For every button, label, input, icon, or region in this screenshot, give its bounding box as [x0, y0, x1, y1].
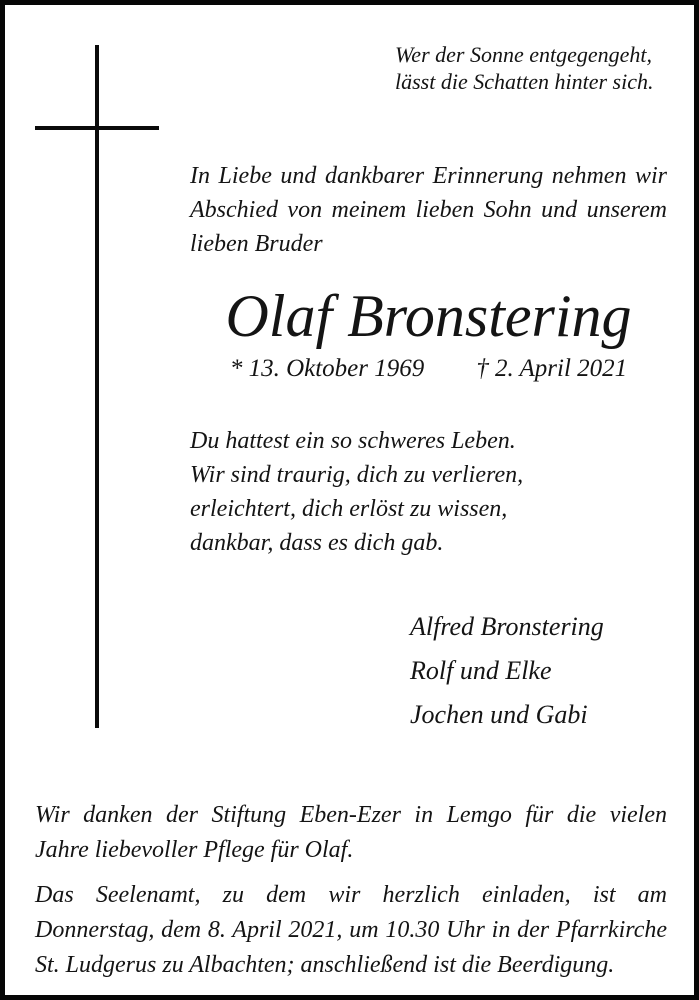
- mourner-1: Alfred Bronstering: [410, 612, 604, 641]
- service-line-1: Das Seelenamt, zu dem wir herzlich einladen, ist am: [35, 882, 667, 908]
- mourner-2: Rolf und Elke: [410, 656, 552, 685]
- deceased-name: Olaf Bronstering: [225, 283, 632, 349]
- cross-vertical-bar: [95, 45, 99, 728]
- acknowledgement-line-2: Jahre liebevoller Pflege für Olaf.: [35, 837, 354, 863]
- opening-quote: [395, 41, 667, 95]
- quote-line-2: lässt die Schatten hinter sich.: [395, 69, 654, 94]
- poem-line-3: erleichtert, dich erlöst zu wissen,: [190, 496, 508, 522]
- memorial-poem: [190, 424, 667, 560]
- poem-line-2: Wir sind traurig, dich zu verlieren,: [190, 462, 524, 488]
- intro-line-1: In Liebe und dankbarer Erinnerung nehmen wir: [190, 163, 667, 189]
- bottom-text-block: [35, 798, 667, 983]
- intro-line-2: Abschied von meinem lieben Sohn und unserem: [190, 197, 667, 223]
- service-line-3: St. Ludgerus zu Albachten; anschließend ist die Beerdigung.: [35, 952, 615, 978]
- poem-line-4: dankbar, dass es dich gab.: [190, 530, 444, 556]
- service-info-paragraph: [35, 878, 667, 983]
- cross-horizontal-bar: [35, 126, 159, 130]
- death-date: † 2. April 2021: [476, 355, 628, 382]
- acknowledgement-paragraph: [35, 798, 667, 868]
- mourners-list: [410, 605, 670, 737]
- service-line-2: Donnerstag, dem 8. April 2021, um 10.30 Uhr in der Pfarrkirche: [35, 917, 667, 943]
- quote-line-1: Wer der Sonne entgegengeht,: [395, 42, 653, 67]
- intro-line-3: lieben Bruder: [190, 231, 323, 257]
- acknowledgement-line-1: Wir danken der Stiftung Eben-Ezer in Lemgo für die vielen: [35, 802, 667, 828]
- mourner-3: Jochen und Gabi: [410, 700, 588, 729]
- life-dates: [190, 354, 667, 384]
- intro-paragraph: [190, 159, 667, 261]
- birth-date: * 13. Oktober 1969: [229, 355, 425, 382]
- poem-line-1: Du hattest ein so schweres Leben.: [190, 428, 516, 454]
